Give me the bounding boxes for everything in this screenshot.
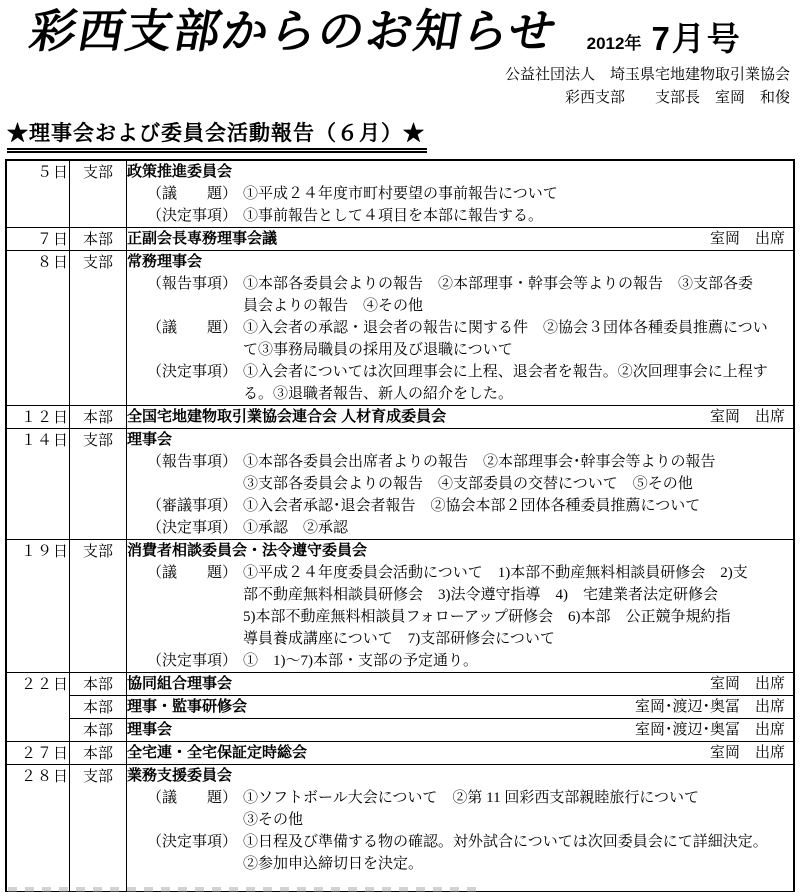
- detail-text: ①平成２４年度委員会活動について 1)本部不動産無料相談員研修会 2)支: [243, 565, 748, 581]
- attendance: 室岡 出席: [709, 745, 785, 761]
- detail-line: [147, 183, 793, 205]
- content-cell: [127, 673, 795, 696]
- division-cell: 本部: [70, 696, 127, 719]
- detail-label: （議 題）: [147, 186, 238, 202]
- content-cell: [127, 742, 795, 765]
- date-cell: ５日: [6, 160, 70, 228]
- table-row: [6, 228, 794, 251]
- table-row: [6, 406, 794, 429]
- detail-text: 5)本部不動産無料相談員フォローアップ研修会 6)本部 公正競争規約指: [243, 609, 731, 625]
- detail-text: ①日程及び準備する物の確認。対外試合については次回委員会にて詳細決定。: [243, 834, 768, 850]
- content-cell: [127, 696, 795, 719]
- issue-year: 2012年: [586, 34, 642, 53]
- detail-label: （報告事項）: [147, 276, 238, 292]
- meeting-title: 協同組合理事会: [127, 675, 233, 692]
- detail-label: （決定事項）: [147, 834, 238, 850]
- date-cell: ７日: [6, 228, 70, 251]
- detail-text: ①事前報告として４項目を本部に報告する。: [243, 208, 544, 224]
- table-row: [6, 742, 794, 765]
- table-row: [6, 673, 794, 696]
- attendance: 室岡･渡辺･奥冨 出席: [634, 699, 785, 715]
- content-cell: [127, 251, 795, 406]
- detail-line: [147, 517, 793, 539]
- detail-label: （決定事項）: [147, 520, 238, 536]
- detail-line: [147, 451, 793, 495]
- meeting-title: 理事会: [127, 431, 173, 448]
- detail-text: 員会よりの報告 ④その他: [243, 298, 424, 314]
- content-cell: [127, 429, 795, 540]
- content-cell: [127, 719, 795, 742]
- table-row: [6, 251, 794, 406]
- detail-line: [147, 205, 793, 227]
- issue-month: 7月号: [651, 20, 742, 57]
- content-cell: [127, 406, 795, 429]
- table-row: [6, 765, 794, 892]
- meeting-title: 消費者相談委員会・法令遵守委員会: [127, 542, 368, 559]
- table-row: [6, 540, 794, 673]
- detail-label: （議 題）: [147, 565, 238, 581]
- detail-text: ③その他: [243, 812, 304, 828]
- detail-text: ①本部各委員会出席者よりの報告 ②本部理事会･幹事会等よりの報告: [243, 454, 716, 470]
- date-cell: １２日: [6, 406, 70, 429]
- table-row: [6, 719, 794, 742]
- meeting-title: 理事会: [127, 721, 173, 738]
- detail-text: 導員養成講座について 7)支部研修会について: [243, 631, 555, 647]
- detail-line: [147, 562, 793, 650]
- content-cell: [127, 160, 795, 228]
- detail-text: ① 1)～7)本部・支部の予定通り。: [243, 653, 479, 669]
- detail-label: （決定事項）: [147, 653, 238, 669]
- content-cell: [127, 540, 795, 673]
- detail-text: ①入会者承認･退会者報告 ②協会本部２団体各種委員推薦について: [243, 498, 701, 514]
- table-row: [6, 429, 794, 540]
- detail-text: ②参加申込締切日を決定。: [243, 856, 424, 872]
- detail-label: （議 題）: [147, 790, 238, 806]
- content-cell: [127, 228, 795, 251]
- division-cell: 支部: [70, 160, 127, 228]
- division-cell: 支部: [70, 540, 127, 673]
- attendance: 室岡 出席: [709, 676, 785, 692]
- division-cell: 本部: [70, 673, 127, 696]
- detail-text: ①承認 ②承認: [243, 520, 349, 536]
- date-cell: ８日: [6, 251, 70, 406]
- division-cell: 本部: [70, 719, 127, 742]
- cutoff-next-section: [8, 887, 478, 892]
- detail-line: [147, 361, 793, 405]
- organization-block: [26, 64, 796, 110]
- date-cell: １９日: [6, 540, 70, 673]
- detail-label: （決定事項）: [147, 364, 238, 380]
- meeting-title: 理事・監事研修会: [127, 698, 248, 715]
- detail-text: ①ソフトボール大会について ②第 11 回彩西支部親睦旅行について: [243, 790, 700, 806]
- detail-text: 部不動産無料相談員研修会 3)法令遵守指導 4) 宅建業者法定研修会: [243, 587, 719, 603]
- activity-report-table: [5, 159, 795, 892]
- detail-text: る。③退職者報告、新人の紹介をした。: [243, 386, 514, 402]
- newsletter-title: 彩西支部からのお知らせ: [25, 5, 562, 57]
- detail-line: [147, 831, 793, 875]
- title-row: [26, 6, 796, 56]
- detail-text: ③支部各委員会よりの報告 ④支部委員の交替について ⑤その他: [243, 476, 693, 492]
- detail-line: [147, 273, 793, 317]
- division-cell: 支部: [70, 429, 127, 540]
- detail-label: （決定事項）: [147, 208, 238, 224]
- meeting-title: 全国宅地建物取引業協会連合会 人材育成委員会: [127, 408, 447, 425]
- meeting-title: 政策推進委員会: [127, 163, 233, 180]
- detail-label: （議 題）: [147, 320, 238, 336]
- content-cell: [127, 765, 795, 892]
- detail-label: （報告事項）: [147, 454, 238, 470]
- date-cell: ２２日: [6, 673, 70, 742]
- detail-line: [147, 650, 793, 672]
- table-row: [6, 160, 794, 228]
- division-cell: 支部: [70, 251, 127, 406]
- section-heading: ★理事会および委員会活動報告（６月）★: [7, 120, 427, 153]
- attendance: 室岡 出席: [709, 231, 785, 247]
- detail-line: [147, 317, 793, 361]
- meeting-title: 常務理事会: [127, 253, 203, 270]
- meeting-title: 正副会長専務理事会議: [127, 230, 278, 247]
- division-cell: 本部: [70, 406, 127, 429]
- newsletter-header: [0, 0, 800, 110]
- date-cell: １４日: [6, 429, 70, 540]
- detail-text: ①本部各委員会よりの報告 ②本部理事・幹事会等よりの報告 ③支部各委: [243, 276, 754, 292]
- section-heading-wrap: [7, 120, 800, 153]
- detail-line: [147, 787, 793, 831]
- branch-chief-line: 彩西支部 支部長 室岡 和俊: [564, 90, 790, 106]
- detail-text: て③事務局職員の採用及び退職について: [243, 342, 513, 358]
- division-cell: 支部: [70, 765, 127, 892]
- detail-text: ①入会者については次回理事会に上程、退会者を報告。②次回理事会に上程す: [243, 364, 768, 380]
- division-cell: 本部: [70, 228, 127, 251]
- detail-label: （審議事項）: [147, 498, 238, 514]
- attendance: 室岡･渡辺･奥冨 出席: [634, 722, 785, 738]
- detail-text: ①入会者の承認・退会者の報告に関する件 ②協会３団体各種委員推薦につい: [243, 320, 768, 336]
- date-cell: ２７日: [6, 742, 70, 765]
- date-cell: ２８日: [6, 765, 70, 892]
- issue-block: [587, 22, 742, 56]
- organization-name: 公益社団法人 埼玉県宅地建物取引業協会: [504, 67, 790, 83]
- meeting-title: 全宅連・全宅保証定時総会: [127, 744, 308, 761]
- attendance: 室岡 出席: [709, 409, 785, 425]
- division-cell: 本部: [70, 742, 127, 765]
- table-row: [6, 696, 794, 719]
- detail-text: ①平成２４年度市町村要望の事前報告について: [243, 186, 558, 202]
- meeting-title: 業務支援委員会: [127, 767, 233, 784]
- detail-line: [147, 495, 793, 517]
